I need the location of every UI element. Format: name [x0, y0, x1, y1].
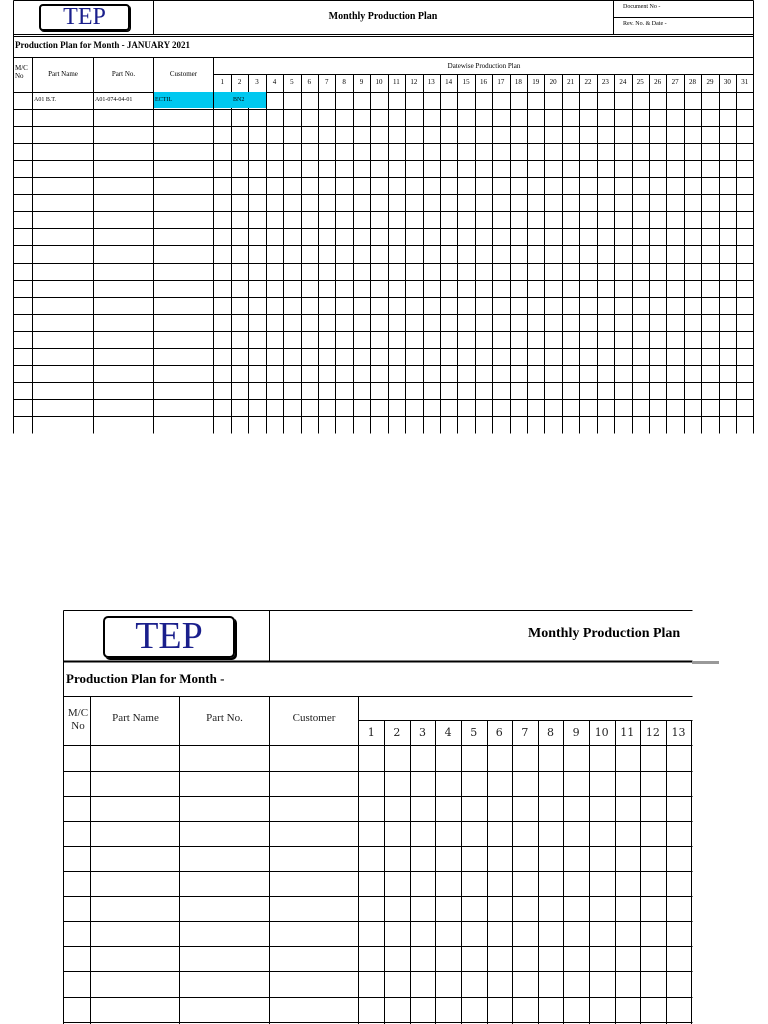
header-datewise: Datewise Production Plan — [447, 62, 521, 70]
day-header-24: 24 — [619, 78, 627, 86]
header-mc-no-large: M/C No — [67, 707, 89, 732]
day-header-large-7: 7 — [521, 726, 529, 739]
day-header-3: 3 — [255, 78, 259, 86]
day-header-21: 21 — [567, 78, 575, 86]
day-header-large-10: 10 — [594, 726, 609, 739]
rev-no-date-label: Rev. No. & Date - — [623, 21, 667, 27]
day-header-11: 11 — [393, 78, 400, 86]
header-mc-no: M/C No — [15, 64, 28, 80]
tep-logo: TEP — [39, 4, 130, 31]
sheet-title-large: Monthly Production Plan — [528, 626, 681, 641]
row1-customer: ECTIL — [155, 97, 172, 103]
header-part-name-large: Part Name — [112, 712, 159, 724]
day-header-2: 2 — [237, 78, 242, 86]
day-header-25: 25 — [636, 78, 644, 86]
day-header-16: 16 — [479, 78, 487, 86]
header-part-name: Part Name — [48, 70, 78, 78]
day-header-10: 10 — [375, 78, 383, 86]
day-header-30: 30 — [723, 78, 731, 86]
day-header-26: 26 — [654, 78, 662, 86]
day-header-large-12: 12 — [645, 726, 660, 739]
day-header-14: 14 — [445, 78, 453, 86]
day-header-15: 15 — [462, 78, 470, 86]
header-customer: Customer — [169, 70, 198, 78]
day-header-8: 8 — [342, 78, 346, 86]
day-header-large-11: 11 — [620, 726, 635, 739]
day-header-12: 12 — [410, 78, 418, 86]
day-header-large-9: 9 — [572, 726, 580, 739]
document-no-label: Document No - — [623, 4, 661, 10]
day-header-28: 28 — [689, 78, 697, 86]
day-header-18: 18 — [514, 78, 522, 86]
day-header-4: 4 — [272, 78, 277, 86]
day-header-large-3: 3 — [418, 726, 426, 739]
day-header-large-5: 5 — [470, 726, 478, 739]
day-header-large-1: 1 — [367, 726, 375, 739]
row1-plan-cell[interactable] — [214, 92, 266, 108]
header-part-no: Part No. — [111, 70, 136, 78]
production-plan-sheet-full — [13, 0, 754, 434]
month-label: Production Plan for Month - JANUARY 2021 — [15, 40, 191, 50]
day-header-19: 19 — [532, 78, 540, 86]
day-header-large-4: 4 — [444, 726, 452, 739]
sheet2-grid — [0, 600, 768, 1024]
day-header-29: 29 — [706, 78, 714, 86]
row1-plan-note: BN2 — [233, 97, 245, 103]
day-header-large-8: 8 — [546, 726, 554, 739]
day-header-23: 23 — [601, 78, 609, 86]
day-header-5: 5 — [290, 78, 294, 86]
day-header-6: 6 — [307, 78, 312, 86]
day-header-31: 31 — [741, 78, 749, 86]
production-plan-sheet-zoomed — [0, 600, 768, 1024]
header-part-no-large: Part No. — [206, 712, 243, 724]
day-header-7: 7 — [324, 78, 329, 86]
day-header-27: 27 — [671, 78, 679, 86]
day-header-large-13: 13 — [671, 726, 686, 739]
day-header-1: 1 — [220, 78, 224, 86]
day-header-17: 17 — [497, 78, 505, 86]
day-header-large-6: 6 — [495, 726, 503, 739]
tep-logo-large: TEP — [103, 616, 235, 658]
day-header-9: 9 — [359, 78, 364, 86]
row1-part-name[interactable]: A01 B.T. — [34, 97, 57, 103]
sheet-title: Monthly Production Plan — [328, 11, 438, 22]
day-header-13: 13 — [427, 78, 435, 86]
row1-customer-cell[interactable] — [154, 92, 213, 108]
row1-part-no[interactable]: A01-074-04-01 — [95, 97, 133, 103]
month-label-large: Production Plan for Month - — [66, 671, 225, 686]
header-customer-large: Customer — [292, 712, 336, 724]
day-header-large-2: 2 — [393, 726, 401, 739]
day-header-20: 20 — [549, 78, 557, 86]
day-header-22: 22 — [584, 78, 592, 86]
